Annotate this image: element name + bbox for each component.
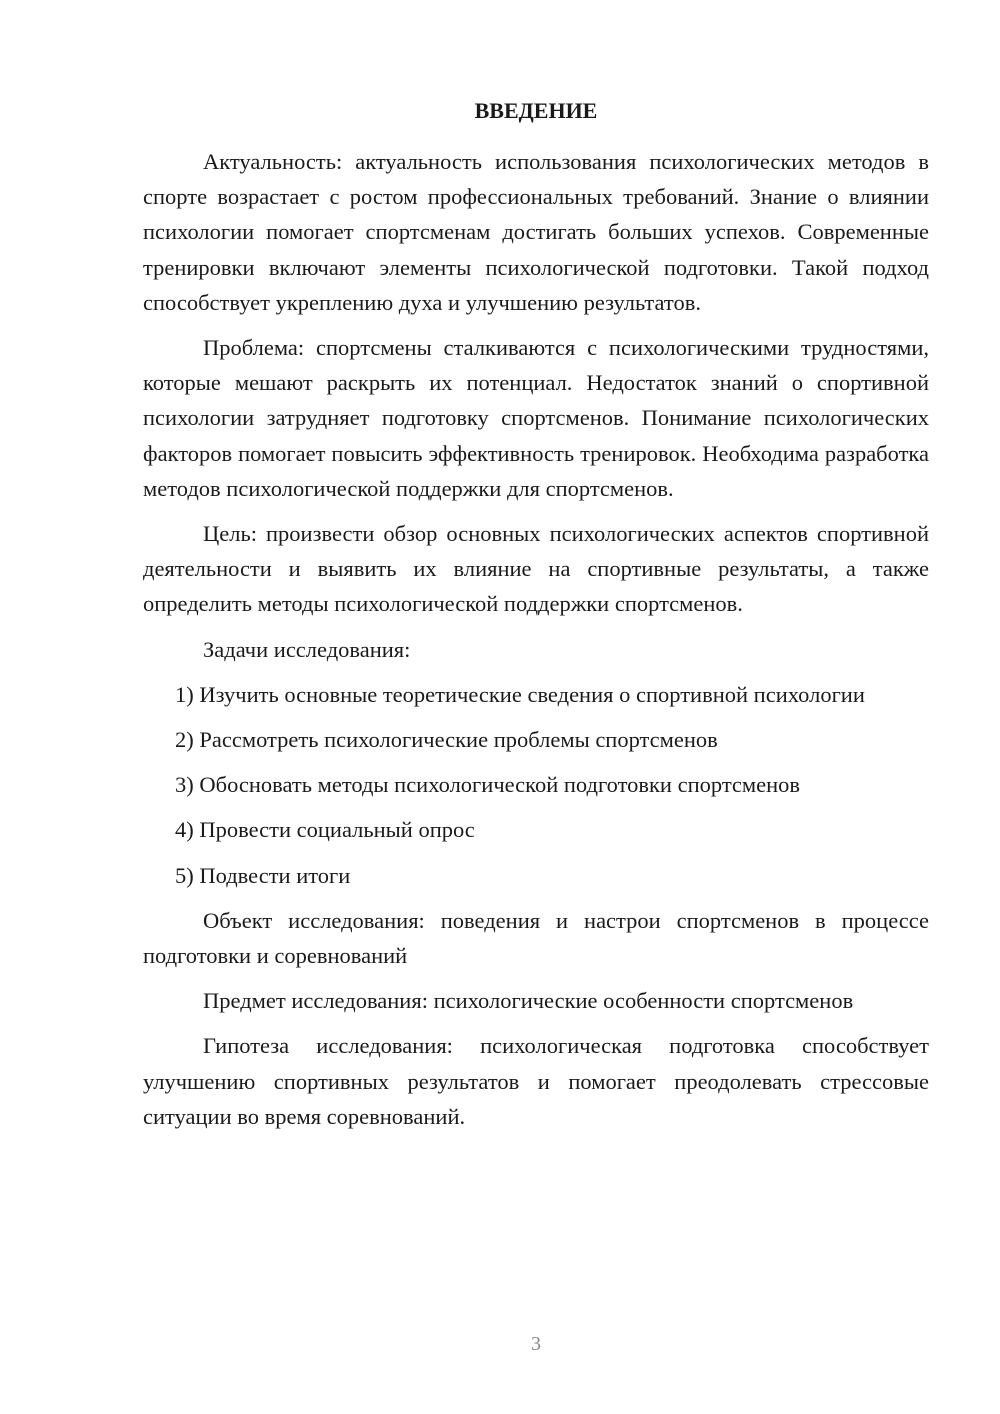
- page-number: 3: [531, 1333, 541, 1355]
- page-title: ВВЕДЕНИЕ: [474, 98, 598, 123]
- list-item: 4) Провести социальный опрос: [175, 817, 475, 843]
- relevance-paragraph: Актуальность: актуальность использования психологических методов в спорте возрастает с ростом профессиональных требований. Знание о влиянии психологии помогает спортсменам достигать больших успехов. Современные тренировки включают элементы психологической подготовки. Такой подход способствует укреплению духа и улучшению результатов.: [143, 149, 929, 315]
- subject-paragraph: Предмет исследования: психологические особенности спортсменов: [203, 988, 854, 1014]
- list-item: 1) Изучить основные теоретические сведения о спортивной психологии: [175, 681, 865, 707]
- goal-paragraph: Цель: произвести обзор основных психологических аспектов спортивной деятельности и выявить их влияние на спортивные результаты, а также определить методы психологической поддержки спортсменов.: [143, 521, 929, 617]
- document-page: [143, 95, 929, 1144]
- list-item: 2) Рассмотреть психологические проблемы спортсменов: [175, 727, 718, 753]
- tasks-heading: Задачи исследования:: [203, 636, 411, 662]
- object-paragraph: Объект исследования: поведения и настрои спортсменов в процессе подготовки и соревнований: [143, 907, 929, 969]
- problem-paragraph: Проблема: спортсмены сталкиваются с психологическими трудностями, которые мешают раскрыть их потенциал. Недостаток знаний о спортивной психологии затрудняет подготовку спортсменов. Понимание психологических факторов помогает повысить эффективность тренировок. Необходима разработка методов психологической поддержки для спортсменов.: [143, 335, 929, 501]
- list-item: 5) Подвести итоги: [175, 862, 351, 888]
- tasks-list: [143, 677, 929, 893]
- hypothesis-paragraph: Гипотеза исследования: психологическая подготовка способствует улучшению спортивных результатов и помогает преодолевать стрессовые ситуации во время соревнований.: [143, 1033, 929, 1129]
- list-item: 3) Обосновать методы психологической подготовки спортсменов: [175, 772, 801, 798]
